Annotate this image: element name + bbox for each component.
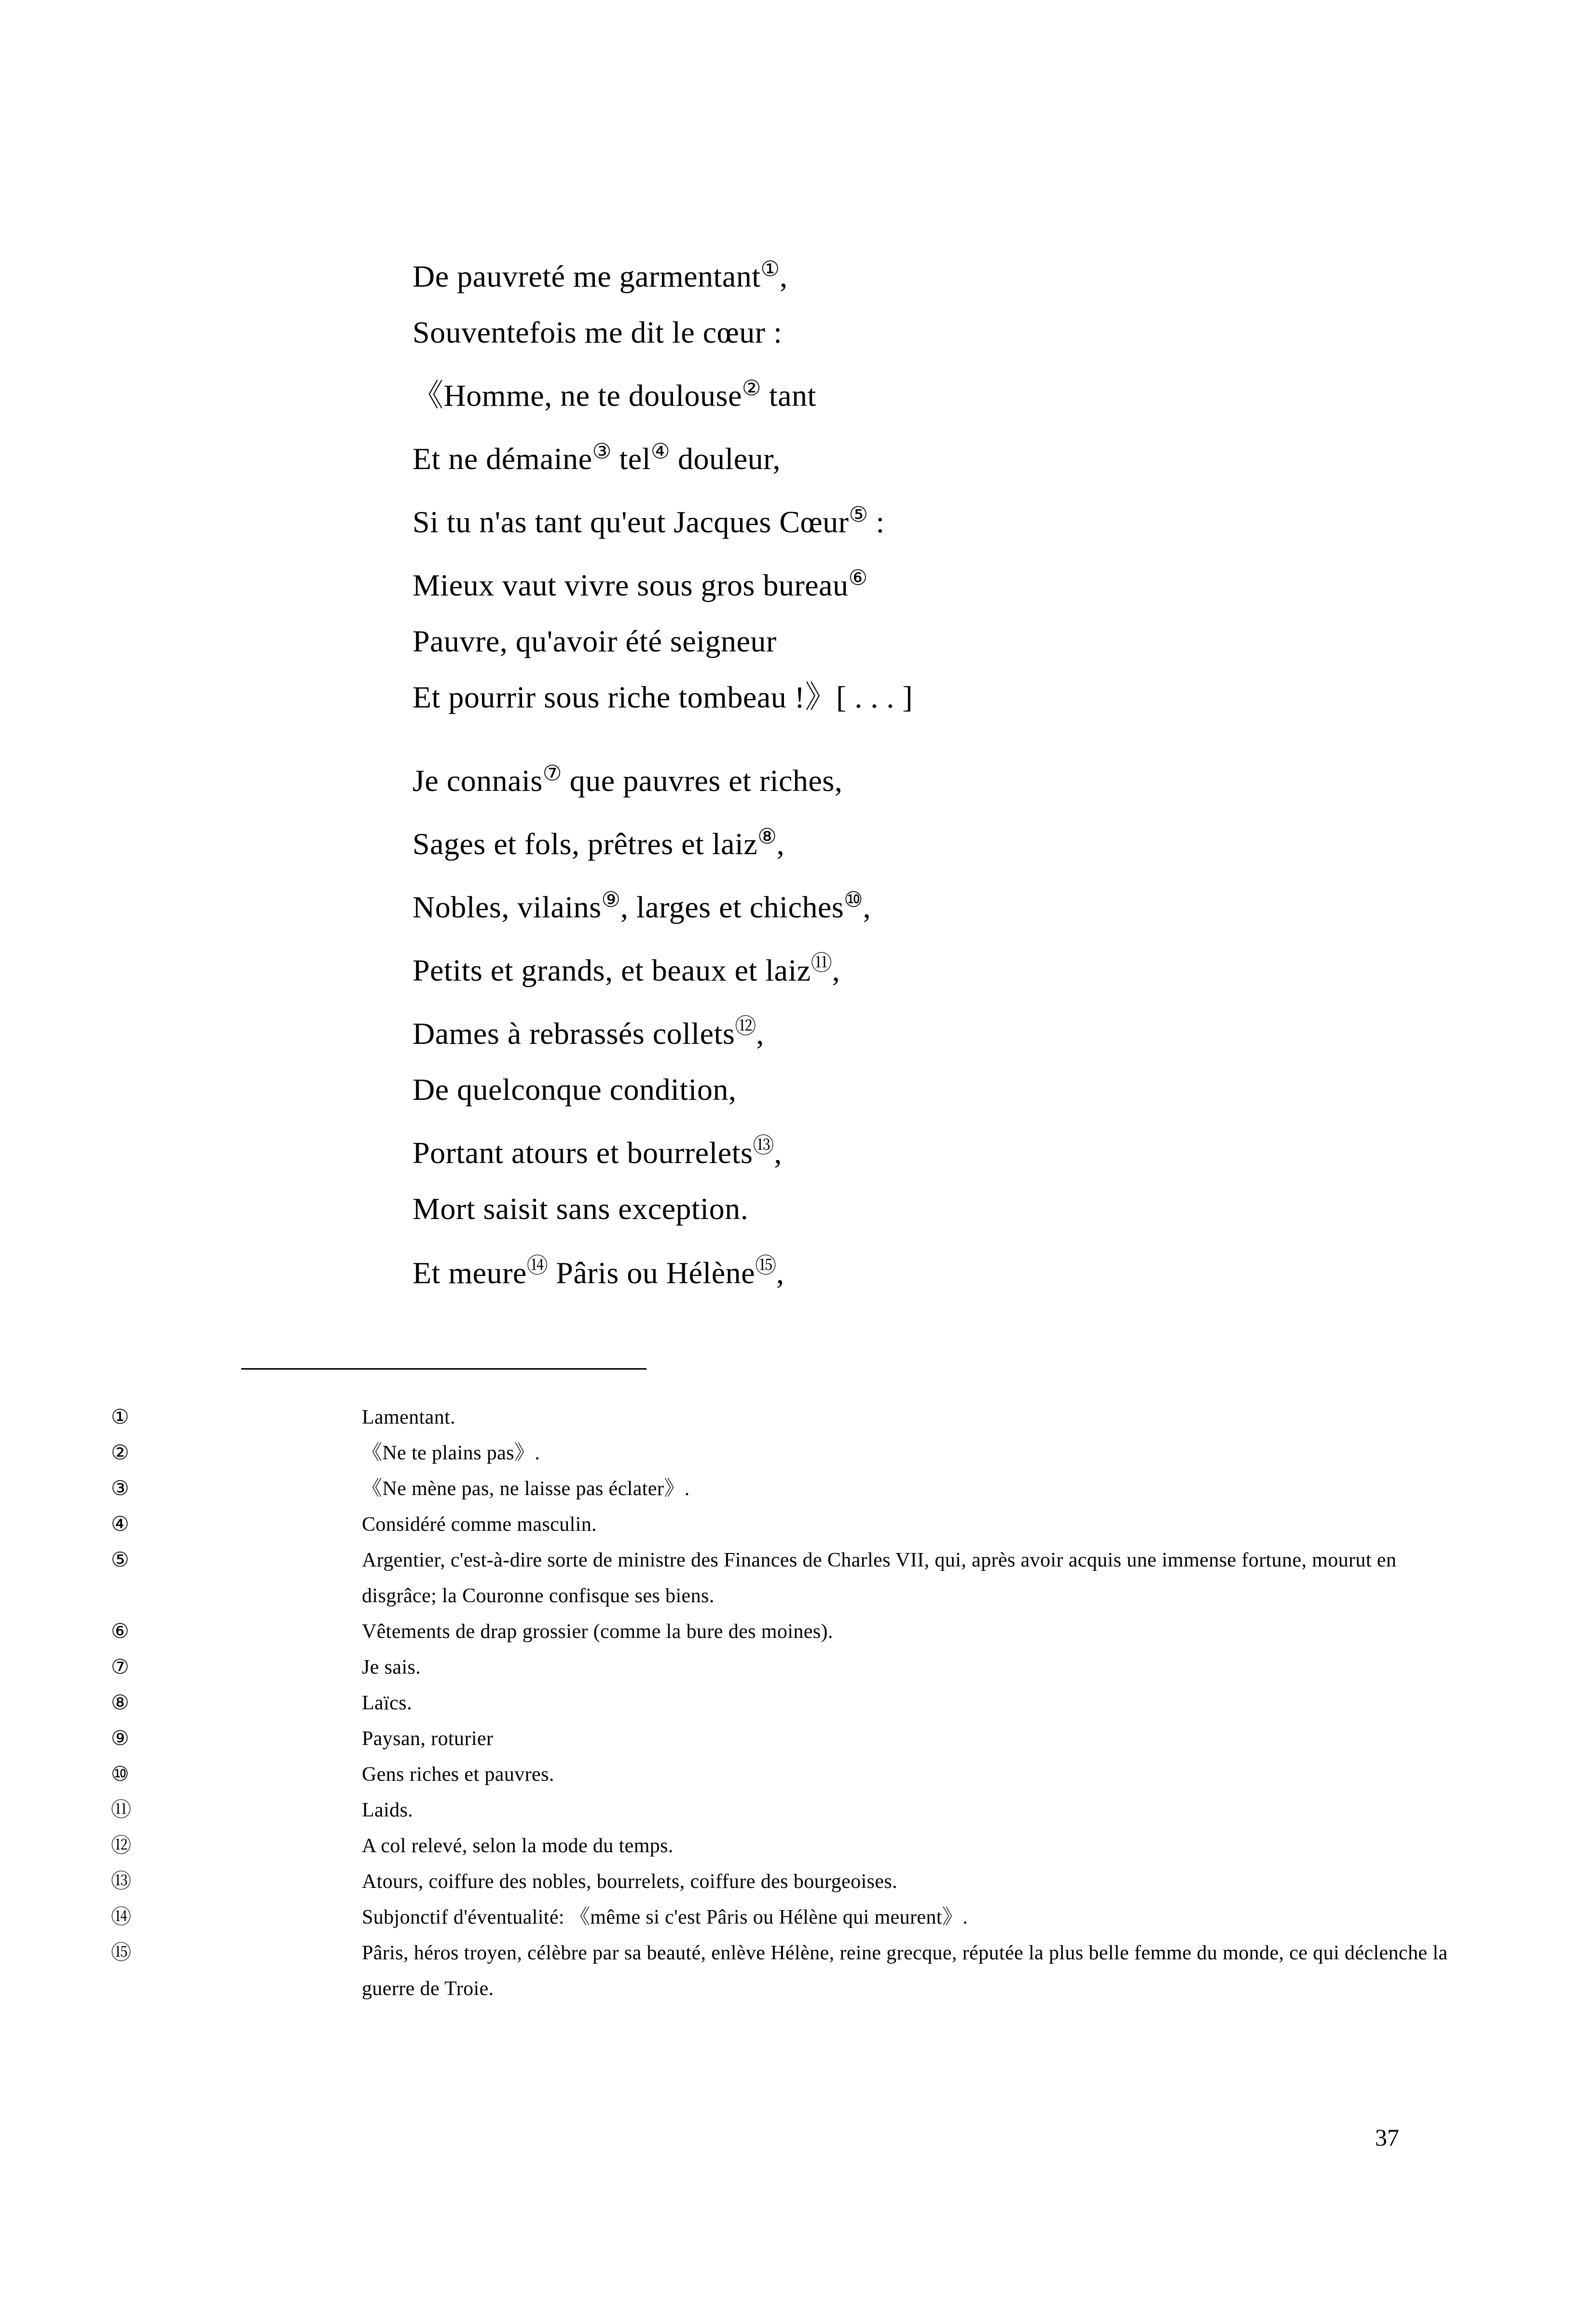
verse-line	[413, 1118, 1474, 1181]
footnote-marker: ①	[111, 1406, 129, 1428]
note-reference: ①	[760, 257, 780, 281]
footnote-marker: ④	[111, 1513, 129, 1536]
verse-mid: tel	[611, 442, 651, 476]
note-reference: ⑥	[848, 566, 867, 590]
note-reference: ⑪	[811, 951, 832, 975]
footnote-text: Laids.	[362, 1799, 413, 1821]
footnote-text: Lamentant.	[362, 1406, 456, 1428]
footnote-text: Argentier, c'est-à-dire sorte de ministre des Finances de Charles VII, qui, après avoir acquis une immense fortune, mourut en disgrâce; la Couronne confisque ses biens.	[362, 1549, 1397, 1607]
footnote-marker: ⑤	[111, 1549, 129, 1571]
footnote-marker: ⑪	[111, 1799, 132, 1821]
verse-text: Je connais	[413, 763, 543, 798]
verse-tail: que pauvres et riches,	[562, 763, 843, 798]
footnote-text: 《Ne te plains pas》.	[362, 1442, 540, 1464]
footnote-item	[111, 1935, 1472, 2007]
verse-text: Dames à rebrassés collets	[413, 1016, 735, 1051]
verse-tail: ,	[774, 1136, 782, 1170]
note-reference: ⑭	[526, 1254, 548, 1277]
note-reference: ②	[742, 376, 761, 400]
footnote-marker: ③	[111, 1478, 129, 1500]
footnote-text: Atours, coiffure des nobles, bourrelets, coiffure des bourgeoises.	[362, 1871, 897, 1893]
footnote-item	[111, 1614, 1472, 1650]
footnote-item	[111, 1757, 1472, 1792]
verse-tail: ,	[863, 890, 871, 924]
page-number: 37	[1375, 2124, 1399, 2151]
footnote-item	[111, 1828, 1472, 1864]
verse-text: Nobles, vilains	[413, 890, 602, 924]
footnote-item	[111, 1471, 1472, 1507]
footnote-text: Vêtements de drap grossier (comme la bure des moines).	[362, 1621, 833, 1643]
footnote-item	[111, 1685, 1472, 1721]
footnote-marker: ⑩	[111, 1763, 129, 1786]
note-reference: ④	[650, 440, 670, 463]
verse-tail: ,	[776, 1256, 784, 1290]
note-reference: ⑤	[849, 503, 868, 527]
footnote-text: Paysan, roturier	[362, 1728, 494, 1750]
footnote-text: Laïcs.	[362, 1692, 412, 1714]
footnote-marker: ⑫	[111, 1835, 132, 1857]
verse-line	[413, 746, 1474, 809]
footnote-item	[111, 1507, 1472, 1542]
verse-line	[413, 935, 1474, 998]
poem-stanza-3	[413, 1238, 1474, 1301]
verse-text: Pauvre, qu'avoir été seigneur	[413, 624, 777, 658]
verse-line	[413, 872, 1474, 935]
footnote-item	[111, 1542, 1472, 1614]
footnote-separator-rule	[241, 1368, 647, 1370]
verse-line	[413, 613, 1474, 669]
note-reference: ⑨	[601, 888, 620, 912]
verse-line	[413, 360, 1474, 424]
verse-line	[413, 998, 1474, 1062]
note-reference: ⑦	[542, 762, 562, 785]
verse-text: Sages et fols, prêtres et laiz	[413, 827, 758, 861]
verse-text: Et pourrir sous riche tombeau !》[ . . . ]	[413, 680, 913, 714]
verse-line	[413, 305, 1474, 360]
verse-text: Et ne démaine	[413, 442, 592, 476]
footnote-item	[111, 1864, 1472, 1899]
verse-text: De pauvreté me garmentant	[413, 259, 761, 293]
footnote-marker: ⑥	[111, 1621, 129, 1643]
footnote-marker: ②	[111, 1442, 129, 1464]
footnote-text: Considéré comme masculin.	[362, 1513, 597, 1536]
poem-stanza-2	[413, 746, 1474, 1237]
verse-tail: douleur,	[670, 442, 781, 476]
verse-line	[413, 1181, 1474, 1237]
footnote-marker: ⑬	[111, 1871, 132, 1893]
verse-mid: Pâris ou Hélène	[548, 1256, 755, 1290]
note-reference: ⑮	[755, 1254, 776, 1277]
verse-text: Si tu n'as tant qu'eut Jacques Cœur	[413, 505, 849, 539]
note-reference: ⑫	[735, 1014, 757, 1038]
footnote-list	[111, 1400, 1472, 2007]
verse-line	[413, 424, 1474, 487]
verse-text: Mieux vaut vivre sous gros bureau	[413, 568, 849, 602]
verse-text: Souventefois me dit le cœur :	[413, 315, 783, 349]
footnote-item	[111, 1435, 1472, 1471]
verse-text: De quelconque condition,	[413, 1072, 737, 1107]
poem-stanza-1	[413, 241, 1474, 725]
verse-line	[413, 241, 1474, 305]
note-reference: ⑬	[753, 1134, 774, 1157]
footnote-marker: ⑨	[111, 1728, 129, 1750]
verse-text: Petits et grands, et beaux et laiz	[413, 953, 811, 987]
note-reference: ③	[592, 440, 612, 463]
verse-line	[413, 1238, 1474, 1301]
verse-tail: ,	[756, 1016, 764, 1051]
footnote-marker: ⑦	[111, 1656, 129, 1678]
verse-line	[413, 669, 1474, 725]
footnote-text: Pâris, héros troyen, célèbre par sa beauté, enlève Hélène, reine grecque, réputée la plus belle femme du monde, ce qui déclenche la guerre de Troie.	[362, 1942, 1448, 2000]
verse-tail: :	[867, 505, 885, 539]
footnote-text: Subjonctif d'éventualité: 《même si c'est Pâris ou Hélène qui meurent》.	[362, 1906, 968, 1928]
footnote-text: 《Ne mène pas, ne laisse pas éclater》.	[362, 1478, 690, 1500]
verse-text: Mort saisit sans exception.	[413, 1192, 749, 1226]
footnote-item	[111, 1899, 1472, 1935]
verse-line	[413, 550, 1474, 613]
footnote-item	[111, 1792, 1472, 1828]
footnote-item	[111, 1650, 1472, 1685]
footnote-text: Je sais.	[362, 1656, 421, 1678]
footnote-item	[111, 1400, 1472, 1435]
footnote-item	[111, 1721, 1472, 1757]
verse-tail: ,	[832, 953, 840, 987]
footnote-marker: ⑭	[111, 1906, 132, 1928]
verse-line	[413, 487, 1474, 550]
verse-tail: tant	[761, 378, 816, 413]
verse-text: 《Homme, ne te doulouse	[413, 378, 742, 413]
footnote-text: Gens riches et pauvres.	[362, 1763, 554, 1786]
note-reference: ⑩	[844, 888, 863, 912]
footnote-text: A col relevé, selon la mode du temps.	[362, 1835, 674, 1857]
note-reference: ⑧	[757, 825, 777, 848]
verse-tail: ,	[779, 259, 788, 293]
verse-line	[413, 809, 1474, 872]
verse-mid: , larges et chiches	[620, 890, 844, 924]
footnote-marker: ⑮	[111, 1942, 132, 1964]
verse-tail: ,	[776, 827, 785, 861]
verse-text: Et meure	[413, 1256, 527, 1290]
verse-text: Portant atours et bourrelets	[413, 1136, 753, 1170]
footnote-marker: ⑧	[111, 1692, 129, 1714]
verse-line	[413, 1062, 1474, 1118]
